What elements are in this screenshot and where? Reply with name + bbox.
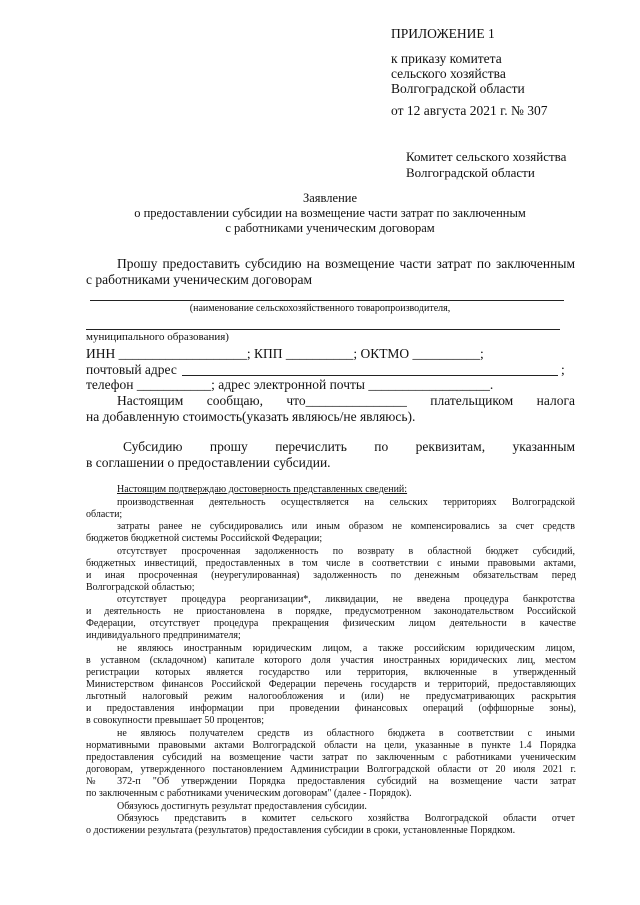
confirm-line: отсутствует просроченная задолженность по возврату в областной бюджет субсидий, — [117, 546, 575, 557]
confirm-line: бюджетных инвестиций, предоставленных в том числе в соответствии с иными правовыми актами, — [86, 558, 576, 569]
confirm-line: и иная просроченная (неурегулированная) задолженность по денежным обязательствам перед — [86, 570, 576, 581]
confirm-line: отсутствует процедура реорганизации*, ликвидации, не введена процедура банкротства — [117, 594, 575, 605]
addressee-line-2: Волгоградской области — [406, 165, 535, 180]
municipal-line — [86, 329, 560, 330]
addressee-line-1: Комитет сельского хозяйства — [406, 149, 567, 164]
confirm-line: Обязуюсь представить в комитет сельского хозяйства Волгоградской области отчет — [117, 813, 575, 824]
confirm-line: в уставном (складочном) капитале которого доля участия иностранных юридических лиц, местом — [86, 655, 576, 666]
title-line-1: Заявление — [302, 191, 357, 205]
appendix-label: ПРИЛОЖЕНИЕ 1 — [391, 26, 495, 41]
request-line-1: Прошу предоставить субсидию на возмещение части затрат по заключенным — [117, 256, 575, 271]
confirm-line: льготный налоговый режим налогообложения и (или) не предусматривающих раскрытия — [86, 691, 576, 702]
confirm-line: и предоставления информации при проведении финансовых операций (оффшорные зоны), — [86, 703, 576, 714]
transfer-line-1: Субсидию прошу перечислить по реквизитам, указанным — [123, 439, 575, 454]
municipal-hint: муниципального образования) — [86, 331, 229, 343]
confirm-line: предоставления субсидий на возмещение части затрат по заключенным с работниками ученическим — [86, 752, 576, 763]
confirm-line: о достижении результата (результатов) предоставления субсидии в сроки, установленные Порядком. — [86, 825, 516, 836]
order-line-2: сельского хозяйства — [391, 66, 506, 81]
confirm-line: и деятельность не приостановлена в порядке, предусмотренном законодательством Российской — [86, 606, 576, 617]
title-line-3: с работниками ученическим договорам — [225, 221, 435, 235]
transfer-line-2: в соглашении о предоставлении субсидии. — [86, 455, 331, 470]
confirm-line: индивидуального предпринимателя; — [86, 630, 241, 641]
confirm-line: не являюсь иностранным юридическим лицом, а также российским юридическим лицом, — [117, 643, 575, 654]
confirm-line: регистрации которых является государство или территория, включенные в утвержденный — [86, 667, 576, 678]
producer-hint: (наименование сельскохозяйственного товаропроизводителя, — [189, 303, 451, 314]
confirm-line: в совокупности превышает 50 процентов; — [86, 715, 265, 726]
request-line-2: с работниками ученическим договорам — [86, 272, 313, 287]
order-line-1: к приказу комитета — [391, 51, 502, 66]
confirm-line: затраты ранее не субсидировались или иным образом не компенсировались за счет средств — [117, 521, 575, 532]
confirm-line: договорам, утвержденного постановлением Администрации Волгоградской области от 20 июля 2021 г. — [86, 764, 576, 775]
producer-name-line — [90, 300, 564, 301]
order-date: от 12 августа 2021 г. № 307 — [391, 103, 548, 118]
confirm-heading: Настоящим подтверждаю достоверность представленных сведений: — [117, 484, 408, 495]
order-line-3: Волгоградской области — [391, 81, 525, 96]
postal-address-line — [182, 375, 558, 376]
confirm-line: не являюсь получателем средств из областного бюджета в соответствии с иными — [117, 728, 575, 739]
phone-email-line: телефон ___________; адрес электронной почты __________________. — [86, 377, 494, 392]
confirm-line: Министерством финансов Российской Федерации перечень государств и территорий, предоставляющих — [86, 679, 576, 690]
confirm-line: Волгоградской областью; — [86, 582, 195, 593]
confirm-line: Обязуюсь достигнуть результат предоставления субсидии. — [117, 801, 367, 812]
confirm-line: области; — [86, 509, 123, 520]
vat-line-1: Настоящим сообщаю, что_______________ плательщиком налога — [117, 393, 575, 408]
inn-kpp-oktmo-line: ИНН ___________________; КПП __________; ОКТМО __________; — [86, 346, 484, 361]
vat-line-2: на добавленную стоимость(указать являюсь/не являюсь). — [86, 409, 416, 424]
confirm-line: нормативными правовыми актами Волгоградской области на цели, указанные в пункте 1.4 Порядка — [86, 740, 576, 751]
postal-address-end: ; — [561, 362, 565, 377]
confirm-line: № 372-п "Об утверждении Порядка предоставления субсидий на возмещение части затрат — [86, 776, 576, 787]
confirm-line: бюджетов бюджетной системы Российской Федерации; — [86, 533, 323, 544]
title-line-2: о предоставлении субсидии на возмещение части затрат по заключенным — [134, 206, 526, 220]
confirm-line: производственная деятельность осуществляется на сельских территориях Волгоградской — [117, 497, 575, 508]
postal-address-label: почтовый адрес — [86, 362, 177, 377]
confirm-line: Федерации, отсутствует процедура прекращения физическим лицом деятельности в качестве — [86, 618, 576, 629]
confirm-line: по заключенным с работниками ученическим договорам" (далее - Порядок). — [86, 788, 412, 799]
